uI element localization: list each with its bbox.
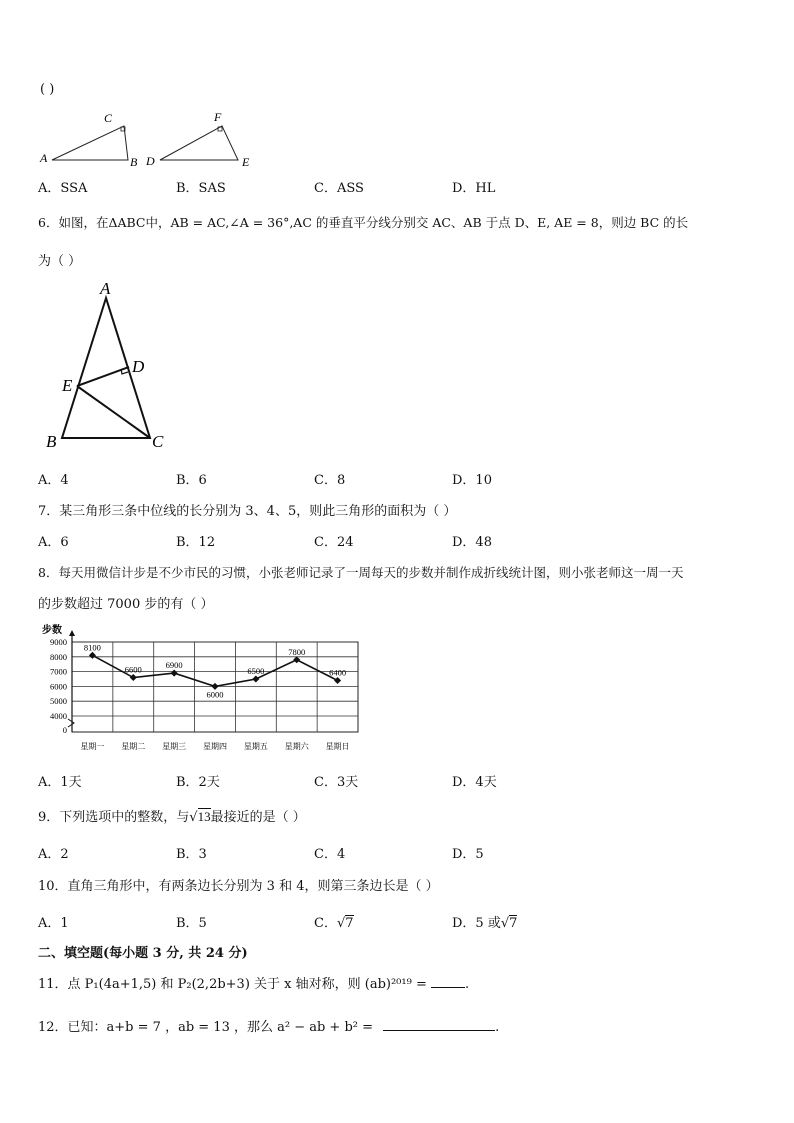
option-b: B．6 <box>176 473 207 488</box>
option-d: D．4天 <box>452 775 497 790</box>
y-axis-label: 步数 <box>42 625 62 636</box>
data-point <box>89 652 96 659</box>
label-b: B <box>46 432 57 451</box>
question-9 <box>38 806 306 825</box>
segment-ec <box>77 386 150 438</box>
data-label: 7800 <box>288 646 306 657</box>
answer-blank[interactable] <box>383 1018 495 1031</box>
option-a: A．SSA <box>38 181 88 196</box>
option-b: B．3 <box>176 847 207 862</box>
answer-blank[interactable] <box>431 975 465 988</box>
question-9-text-end: 最接近的是（ ） <box>210 810 306 825</box>
y-tick-label: 4000 <box>50 711 67 721</box>
x-tick-label: 星期六 <box>284 742 309 751</box>
period: . <box>495 1020 500 1035</box>
question-9-text: 9．下列选项中的整数，与 <box>38 810 190 825</box>
radicand: 13 <box>197 809 211 824</box>
y-tick-label: 6000 <box>50 681 67 692</box>
data-point <box>252 675 259 682</box>
question-6-line2: 为（ ） <box>38 254 82 269</box>
option-b: B．5 <box>176 916 207 931</box>
option-a: A．4 <box>38 473 69 488</box>
option-d: D．HL <box>452 181 496 196</box>
congruent-triangles-figure <box>36 108 266 170</box>
question-6-condition: AB = AC,∠A = 36°,AC 的垂直平分线分别交 AC、AB 于点 D、E, AE = 8，则边 BC 的长 <box>170 215 689 230</box>
x-tick-label: 星期四 <box>203 742 227 751</box>
steps-line-chart <box>36 620 366 758</box>
option-d: D．5 <box>452 847 484 862</box>
label-f: F <box>214 110 222 124</box>
y-tick-label: 0 <box>62 725 67 735</box>
option-d: D．48 <box>452 535 492 550</box>
option-b: B．12 <box>176 535 216 550</box>
option-d <box>452 912 517 931</box>
label-a: A <box>100 279 111 298</box>
y-axis-arrow <box>69 630 75 636</box>
option-c: C．3天 <box>314 775 359 790</box>
question-10: 10．直角三角形中，有两条边长分别为 3 和 4，则第三条边长是（ ） <box>38 879 439 894</box>
period: . <box>464 977 470 992</box>
radicand: 7 <box>345 916 354 931</box>
isosceles-triangle-figure <box>40 278 180 453</box>
data-label: 8100 <box>83 642 101 653</box>
question-12 <box>38 1016 499 1035</box>
option-d: D．10 <box>452 473 492 488</box>
option-c-prefix: C． <box>314 916 337 931</box>
label-c: C <box>152 432 164 451</box>
x-tick-label: 星期三 <box>162 742 187 751</box>
question-11-text: 11．点 P₁(4a+1,5) 和 P₂(2,2b+3) 关于 x 轴对称，则 (ab)²⁰¹⁹ = <box>38 977 427 992</box>
question-6-line1 <box>38 213 688 231</box>
data-point <box>293 656 300 663</box>
section-2-title: 二、填空题(每小题 3 分, 共 24 分) <box>38 946 248 961</box>
label-b: B <box>130 155 138 169</box>
option-c: C．ASS <box>314 181 364 196</box>
question-11 <box>38 973 469 992</box>
label-c: C <box>104 111 113 125</box>
x-tick-label: 星期五 <box>243 742 268 751</box>
data-point <box>334 677 341 684</box>
x-tick-label: 星期二 <box>121 742 146 751</box>
option-c: C．24 <box>314 535 354 550</box>
radicand: 7 <box>509 916 518 931</box>
option-d-prefix: D．5 或 <box>452 916 501 931</box>
question-6-intro: 6．如图，在ΔABC中， <box>38 215 171 230</box>
y-tick-label: 5000 <box>50 696 67 707</box>
prev-question-paren: ( ) <box>40 82 55 97</box>
triangle-def <box>160 126 238 160</box>
data-label: 6500 <box>247 666 265 676</box>
triangle-abc <box>52 126 128 160</box>
data-point <box>171 670 178 677</box>
question-7: 7．某三角形三条中位线的长分别为 3、4、5，则此三角形的面积为（ ） <box>38 504 457 519</box>
x-tick-label: 星期日 <box>325 742 350 751</box>
label-e: E <box>242 155 250 169</box>
option-b: B．SAS <box>176 181 226 196</box>
option-b: B．2天 <box>176 775 220 790</box>
question-8-line1: 8．每天用微信计步是不少市民的习惯，小张老师记录了一周每天的步数并制作成折线统计图，则小张老师这一周一天 <box>38 565 684 580</box>
y-tick-label: 9000 <box>50 637 67 647</box>
option-c <box>314 912 354 931</box>
label-e: E <box>62 376 73 395</box>
sqrt-symbol: √ <box>336 916 346 931</box>
option-a: A．1 <box>38 916 69 931</box>
data-label: 6000 <box>206 689 224 700</box>
option-a: A．6 <box>38 535 69 550</box>
axis-break-mark <box>68 719 74 727</box>
sqrt-symbol: √ <box>500 916 510 931</box>
sqrt-symbol: √ <box>189 810 198 825</box>
question-8-line2: 的步数超过 7000 步的有（ ） <box>38 597 214 612</box>
y-tick-label: 8000 <box>50 651 67 662</box>
option-a: A．2 <box>38 847 69 862</box>
x-tick-label: 星期一 <box>80 742 105 751</box>
option-c: C．4 <box>314 847 346 862</box>
option-a: A．1天 <box>38 775 82 790</box>
label-a: A <box>40 151 48 165</box>
data-label: 6900 <box>165 660 183 671</box>
label-d: D <box>146 154 155 168</box>
data-label: 6400 <box>329 667 347 678</box>
question-12-text: 12．已知：a+b = 7 ，ab = 13 ，那么 a² − ab + b² = <box>38 1020 374 1035</box>
y-tick-label: 7000 <box>50 666 67 677</box>
data-label: 6600 <box>124 664 142 675</box>
option-c: C．8 <box>314 473 346 488</box>
label-d: D <box>132 357 145 376</box>
data-point <box>130 674 137 681</box>
